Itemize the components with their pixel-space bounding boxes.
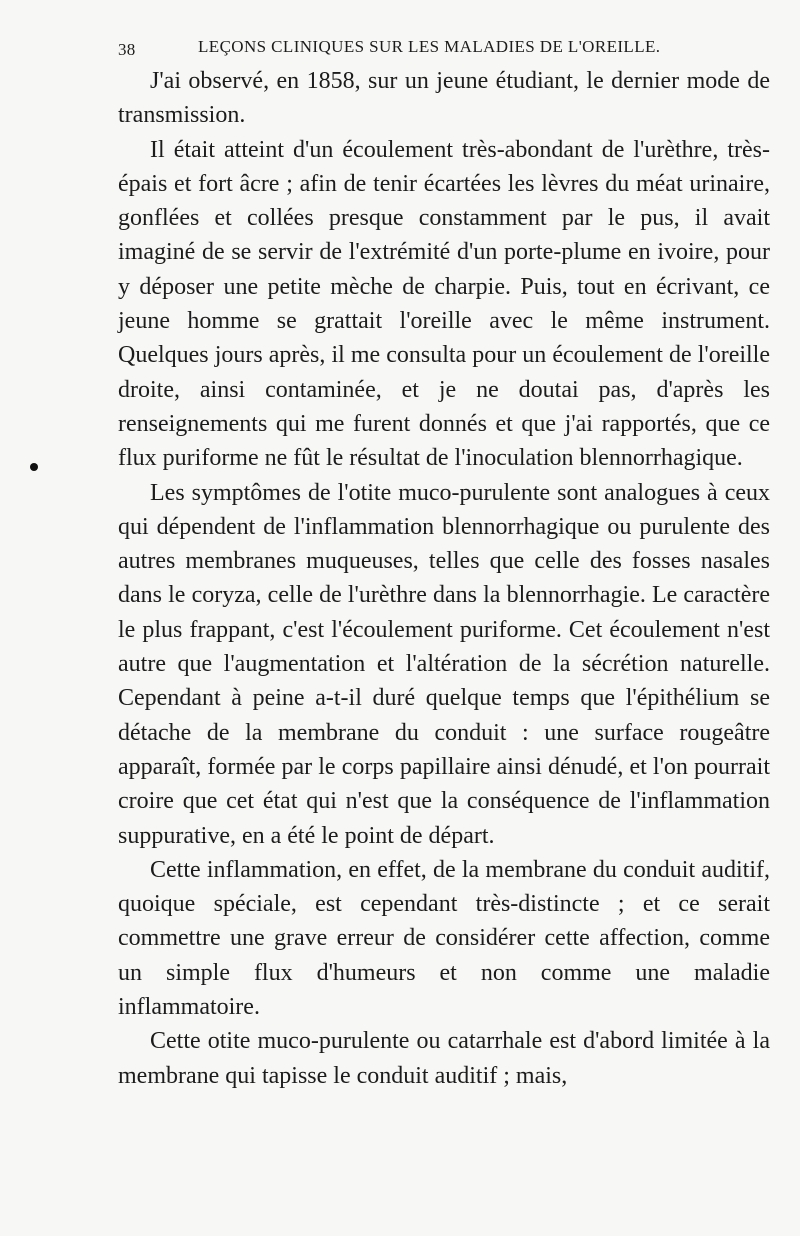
paragraph-observation: J'ai observé, en 1858, sur un jeune étudiant, le dernier mode de transmission. xyxy=(118,68,770,129)
paragraph-case-history: Il était atteint d'un écoulement très-abondant de l'urèthre, très-épais et fort âcre ; afin de tenir écartées les lèvres du méat urinaire, gonflées et collées presque constamment par le pus, il avait imaginé de se servir de l'extrémité d'un porte-plume en ivoire, pour y déposer une petite mèche de charpie. Puis, tout en écrivant, ce jeune homme se grattait l'oreille avec le même instrument. Quelques jours après, il me consulta pour un écoulement de l'oreille droite, ainsi contaminée, et je ne doutai pas, d'après les renseignements qui me furent donnés et que j'ai rapportés, que ce flux puriforme ne fût le résultat de l'inoculation blennorrhagique. xyxy=(118,136,770,472)
paragraph-limited-otitis: Cette otite muco-purulente ou catarrhale est d'abord limitée à la membrane qui tapisse le conduit auditif ; mais, xyxy=(118,1028,770,1089)
running-title: LEÇONS CLINIQUES SUR LES MALADIES DE L'OREILLE. xyxy=(198,37,661,56)
margin-ink-mark xyxy=(30,463,38,471)
page-number: 38 xyxy=(118,40,136,59)
running-header xyxy=(118,26,770,64)
paragraph-inflammation: Cette inflammation, en effet, de la membrane du conduit auditif, quoique spéciale, est cependant très-distincte ; et ce serait commettre une grave erreur de considérer cette affection, comme un simple flux d'humeurs et non comme une maladie inflammatoire. xyxy=(118,856,770,1021)
page-body xyxy=(118,64,770,1093)
paragraph-symptoms: Les symptômes de l'otite muco-purulente sont analogues à ceux qui dépendent de l'inflammation blennorrhagique ou purulente des autres membranes muqueuses, telles que celle des fosses nasales dans le coryza, celle de l'urèthre dans la blennorrhagie. Le caractère le plus frappant, c'est l'écoulement puriforme. Cet écoulement n'est autre que l'augmentation et l'altération de la sécrétion naturelle. Cependant à peine a-t-il duré quelque temps que l'épithélium se détache de la membrane du conduit : une surface rougeâtre apparaît, formée par le corps papillaire ainsi dénudé, et l'on pourrait croire que cet état qui n'est que la conséquence de l'inflammation suppurative, en a été le point de départ. xyxy=(118,479,770,849)
